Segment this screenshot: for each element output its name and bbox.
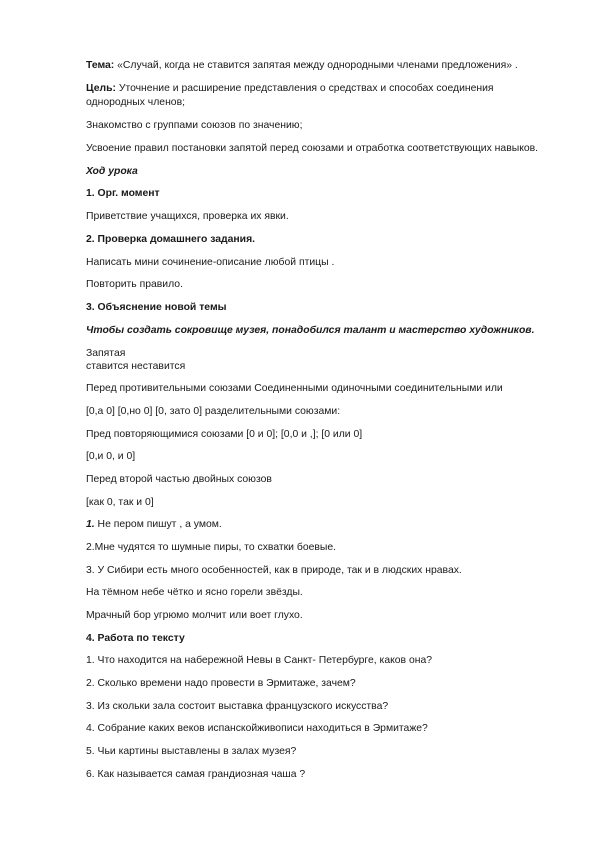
section-2-text-1: Написать мини сочинение-описание любой птицы . — [86, 257, 335, 268]
tema-text: «Случай, когда не ставится запятая между однородными членами предложения» . — [114, 60, 518, 71]
table-header-1: Запятая — [86, 348, 126, 359]
goal-line-3: Усвоение правил постановки запятой перед союзами и отработка соответствующих навыков. — [86, 143, 539, 154]
question-3: 3. Из скольки зала состоит выставка французского искусства? — [86, 701, 389, 712]
cel-text-continued: однородных членов; — [86, 97, 185, 108]
rule-line-4: [0,и 0, и 0] — [86, 451, 136, 462]
section-2-title: 2. Проверка домашнего задания. — [86, 234, 256, 245]
section-3-title: 3. Объяснение новой темы — [86, 302, 227, 313]
rule-line-6: [как 0, так и 0] — [86, 497, 154, 508]
example-4: На тёмном небе чётко и ясно горели звёзды. — [86, 587, 303, 598]
example-2: 2.Мне чудятся то шумные пиры, то схватки боевые. — [86, 542, 337, 553]
rule-line-3: Пред повторяющимися союзами [0 и 0]; [0,0 и ,]; [0 или 0] — [86, 429, 363, 440]
section-2-text-2: Повторить правило. — [86, 279, 183, 290]
example-3: 3. У Сибири есть много особенностей, как в природе, так и в людских нравах. — [86, 565, 462, 576]
question-4: 4. Собрание каких веков испанскойживописи находиться в Эрмитаже? — [86, 723, 428, 734]
tema-label: Тема: — [86, 60, 115, 71]
example-1 — [86, 518, 222, 531]
question-1: 1. Что находится на набережной Невы в Санкт- Петербурге, каков она? — [86, 655, 433, 666]
tema-line — [86, 59, 518, 72]
cel-line — [86, 82, 494, 95]
rule-line-5: Перед второй частью двойных союзов — [86, 474, 272, 485]
example-5: Мрачный бор угрюмо молчит или воет глухо. — [86, 610, 303, 621]
section-4-title: 4. Работа по тексту — [86, 633, 185, 644]
rule-line-2: [0,а 0] [0,но 0] [0, зато 0] разделительными союзами: — [86, 406, 341, 417]
cel-label: Цель: — [86, 83, 116, 94]
section-3-epigraph: Чтобы создать сокровище музея, понадобился талант и мастерство художников. — [86, 325, 535, 336]
cel-text: Уточнение и расширение представления о средствах и способах соединения — [115, 83, 494, 94]
goal-line-2: Знакомство с группами союзов по значению; — [86, 120, 303, 131]
section-1-text: Приветствие учащихся, проверка их явки. — [86, 211, 289, 222]
rule-line-1: Перед противительными союзами Соединенными одиночными соединительными или — [86, 383, 503, 394]
section-1-title: 1. Орг. момент — [86, 188, 160, 199]
question-6: 6. Как называется самая грандиозная чаша ? — [86, 769, 306, 780]
example-1-text: Не пером пишут , а умом. — [94, 519, 222, 530]
lesson-title: Ход урока — [86, 166, 138, 177]
question-5: 5. Чьи картины выставлены в залах музея? — [86, 746, 297, 757]
question-2: 2. Сколько времени надо провести в Эрмитаже, зачем? — [86, 678, 356, 689]
table-header-2: ставится неставится — [86, 361, 186, 372]
example-1-number: 1. — [86, 519, 95, 530]
